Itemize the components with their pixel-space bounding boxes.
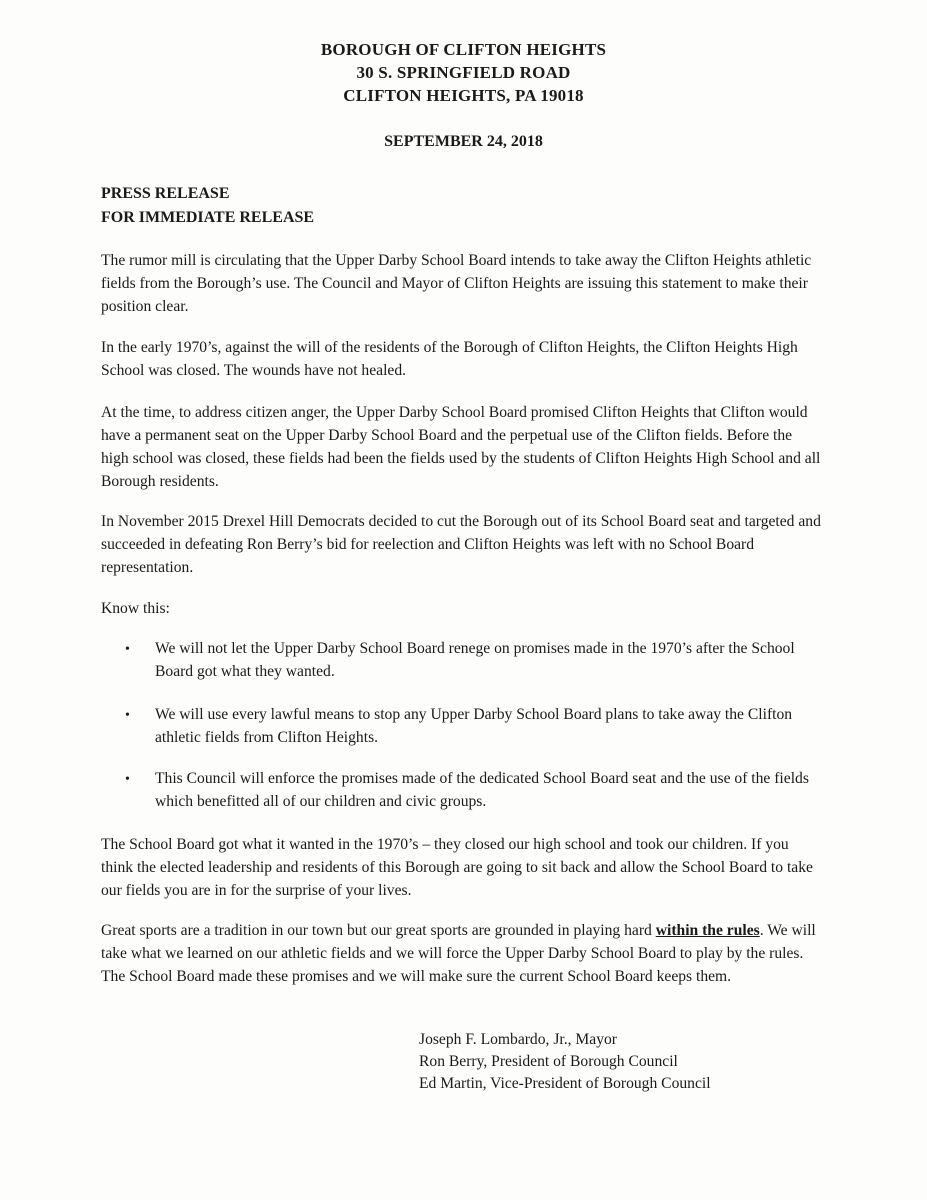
list-item-text: This Council will enforce the promises made of the dedicated School Board seat and the use of the fields which benefitted all of our children and civic groups.	[155, 770, 809, 810]
signatory-president: Ron Berry, President of Borough Council	[419, 1053, 678, 1070]
release-heading	[101, 182, 314, 230]
paragraph-know-this: Know this:	[101, 600, 170, 617]
signatory-vice-president: Ed Martin, Vice-President of Borough Council	[419, 1075, 711, 1092]
sports-text-end: . We will take what we learned on our athletic fields and we will force the Upper Darby School Board to play by the rules. The School Board made these promises and we will make sure the current School Board keeps them.	[101, 922, 816, 985]
paragraph-closing-warning: The School Board got what it wanted in the 1970’s – they closed our high school and took our children. If you think the elected leadership and residents of this Borough are going to sit back and allow the School Board to take our fields you are in for the surprise of your lives.	[101, 836, 813, 899]
signature-block	[419, 1029, 711, 1095]
within-the-rules-emphasis: within the rules	[655, 922, 760, 939]
bullet-icon: •	[125, 642, 130, 657]
paragraph-sports	[101, 919, 821, 988]
release-date: SEPTEMBER 24, 2018	[384, 133, 543, 150]
paragraph-rumor: The rumor mill is circulating that the Upper Darby School Board intends to take away the Clifton Heights athletic fields from the Borough’s use. The Council and Mayor of Clifton Heights are issuing this statement to make their position clear.	[101, 252, 812, 315]
list-item-text: We will use every lawful means to stop any Upper Darby School Board plans to take away the Clifton athletic fields from Clifton Heights.	[155, 706, 793, 746]
paragraph-history: In the early 1970’s, against the will of the residents of the Borough of Clifton Heights, the Clifton Heights High School was closed. The wounds have not healed.	[101, 339, 798, 379]
signatory-mayor: Joseph F. Lombardo, Jr., Mayor	[419, 1031, 617, 1048]
list-item-text: We will not let the Upper Darby School Board renege on promises made in the 1970’s after the School Board got what they wanted.	[155, 640, 795, 680]
city-address: CLIFTON HEIGHTS, PA 19018	[343, 86, 584, 105]
street-address: 30 S. SPRINGFIELD ROAD	[356, 63, 571, 82]
letterhead	[0, 38, 927, 107]
paragraph-election: In November 2015 Drexel Hill Democrats decided to cut the Borough out of its School Board seat and targeted and succeeded in defeating Ron Berry’s bid for reelection and Clifton Heights was left with no School Board representation.	[101, 513, 821, 576]
press-release-label: PRESS RELEASE	[101, 185, 230, 202]
paragraph-promise: At the time, to address citizen anger, the Upper Darby School Board promised Clifton Heights that Clifton would have a permanent seat on the Upper Darby School Board and the perpetual use of the Clifton fields. Before the high school was closed, these fields had been the fields used by the students of Clifton Heights High School and all Borough residents.	[101, 404, 821, 490]
sports-text-start: Great sports are a tradition in our town but our great sports are grounded in playing hard	[101, 922, 656, 939]
bullet-icon: •	[125, 708, 130, 723]
bullet-icon: •	[125, 772, 130, 787]
borough-name: BOROUGH OF CLIFTON HEIGHTS	[320, 40, 607, 59]
immediate-release-label: FOR IMMEDIATE RELEASE	[101, 209, 315, 226]
